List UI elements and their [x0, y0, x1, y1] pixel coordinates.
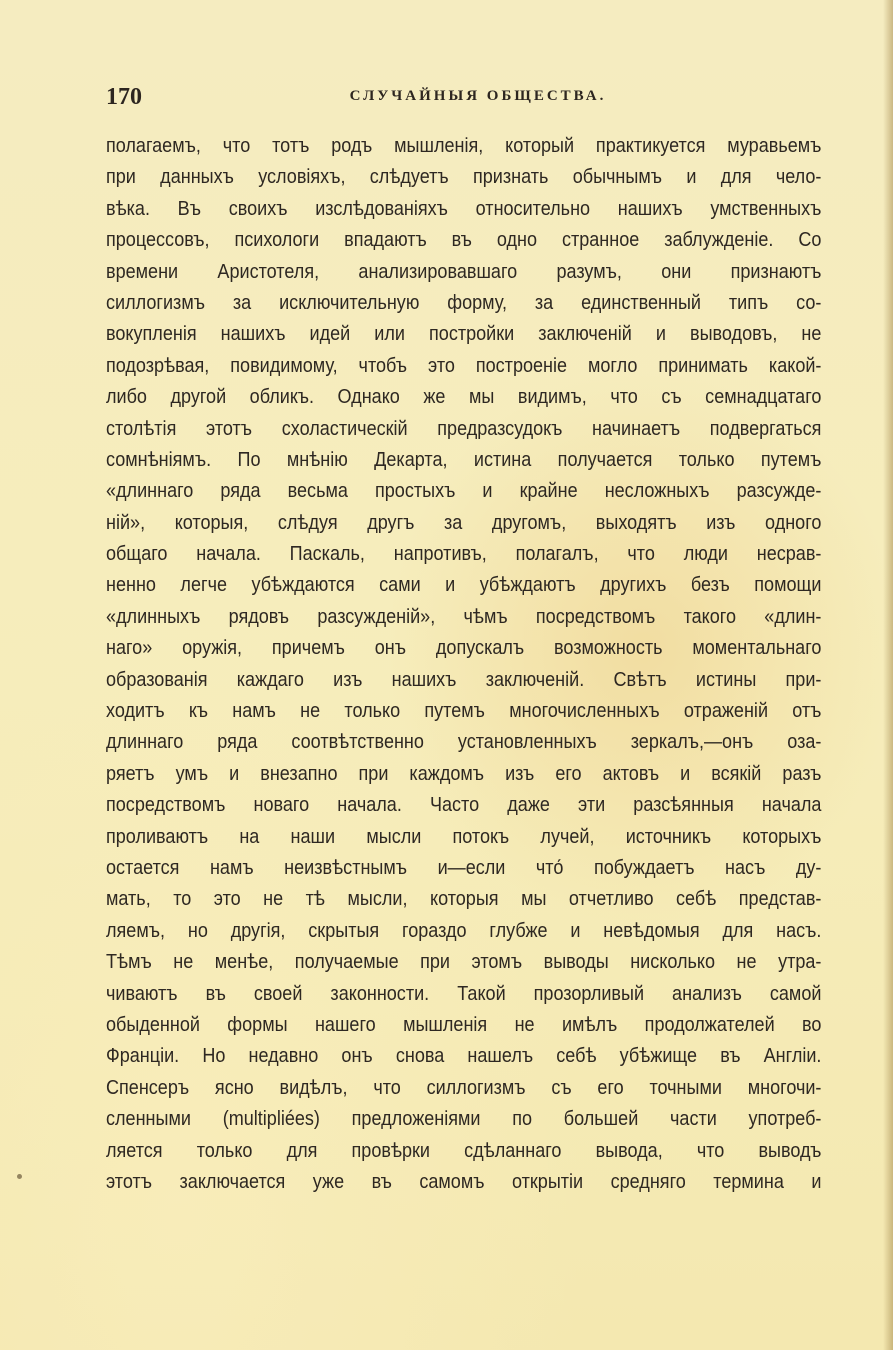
- text-line: этотъ заключается уже въ самомъ открытіи средняго термина и: [106, 1169, 822, 1193]
- text-line: ляемъ, но другія, скрытыя гораздо глубже и невѣдомыя для насъ.: [106, 918, 822, 942]
- text-line: обыденной формы нашего мышленія не имѣлъ продолжателей во: [106, 1012, 822, 1036]
- text-line: чиваютъ въ своей законности. Такой прозорливый анализъ самой: [106, 981, 822, 1005]
- text-line: ляется только для провѣрки сдѣланнаго вывода, что выводъ: [106, 1138, 822, 1162]
- text-line: вокупленія нашихъ идей или постройки заключеній и выводовъ, не: [106, 322, 822, 346]
- ink-speck: [17, 1174, 22, 1179]
- text-line: времени Аристотеля, анализировавшаго разумъ, они признаютъ: [106, 259, 822, 283]
- text-line: «длинныхъ рядовъ разсужденій», чѣмъ посредствомъ такого «длин-: [106, 604, 822, 628]
- text-line: образованія каждаго изъ нашихъ заключеній. Свѣтъ истины при-: [106, 667, 822, 691]
- text-line: процессовъ, психологи впадаютъ въ одно странное заблужденіе. Со: [106, 228, 822, 252]
- text-line: общаго начала. Паскаль, напротивъ, полагалъ, что люди несрав-: [106, 542, 822, 566]
- text-line: проливаютъ на наши мысли потокъ лучей, источникъ которыхъ: [106, 824, 822, 848]
- text-line: сленными (multipliées) предложеніями по большей части употреб-: [106, 1107, 822, 1131]
- page-header: [106, 84, 820, 114]
- text-line: длиннаго ряда соотвѣтственно установленныхъ зеркалъ,—онъ оза-: [106, 730, 822, 754]
- text-line: ній», которыя, слѣдуя другъ за другомъ, выходятъ изъ одного: [106, 510, 822, 534]
- text-line: вѣка. Въ своихъ изслѣдованіяхъ относительно нашихъ умственныхъ: [106, 196, 822, 220]
- text-line: мать, то это не тѣ мысли, которыя мы отчетливо себѣ представ-: [106, 887, 822, 911]
- text-line: подозрѣвая, повидимому, чтобъ это построеніе могло принимать какой-: [106, 353, 822, 377]
- text-line: ненно легче убѣждаются сами и убѣждаютъ другихъ безъ помощи: [106, 573, 822, 597]
- text-line: «длиннаго ряда весьма простыхъ и крайне несложныхъ разсужде-: [106, 479, 822, 503]
- text-line: силлогизмъ за исключительную форму, за единственный типъ со-: [106, 290, 822, 314]
- text-line: остается намъ неизвѣстнымъ и—если что́ побуждаетъ насъ ду-: [106, 855, 822, 879]
- page-number: 170: [106, 84, 142, 110]
- page-edge-shadow: [883, 0, 893, 1350]
- text-line: наго» оружія, причемъ онъ допускалъ возможность моментальнаго: [106, 636, 822, 660]
- text-line: полагаемъ, что тотъ родъ мышленія, который практикуется муравьемъ: [106, 134, 822, 157]
- text-line: при данныхъ условіяхъ, слѣдуетъ признать обычнымъ и для чело-: [106, 165, 822, 189]
- text-line: посредствомъ новаго начала. Часто даже эти разсѣянныя начала: [106, 793, 822, 817]
- text-line: ряетъ умъ и внезапно при каждомъ изъ его актовъ и всякій разъ: [106, 761, 822, 785]
- text-line: Спенсеръ ясно видѣлъ, что силлогизмъ съ его точными многочи-: [106, 1075, 822, 1099]
- running-head: СЛУЧАЙНЫЯ ОБЩЕСТВА.: [349, 88, 607, 104]
- text-line: Франціи. Но недавно онъ снова нашелъ себѣ убѣжище въ Англіи.: [106, 1044, 822, 1068]
- text-line: ходитъ къ намъ не только путемъ многочисленныхъ отраженій отъ: [106, 699, 822, 723]
- text-line: либо другой обликъ. Однако же мы видимъ, что съ семнадцатаго: [106, 385, 822, 409]
- text-line: столѣтія этотъ схоластическій предразсудокъ начинаетъ подвергаться: [106, 416, 822, 440]
- text-line: Тѣмъ не менѣе, получаемые при этомъ выводы нисколько не утра-: [106, 950, 822, 974]
- body-text: [106, 130, 822, 1197]
- text-line: сомнѣніямъ. По мнѣнію Декарта, истина получается только путемъ: [106, 447, 822, 471]
